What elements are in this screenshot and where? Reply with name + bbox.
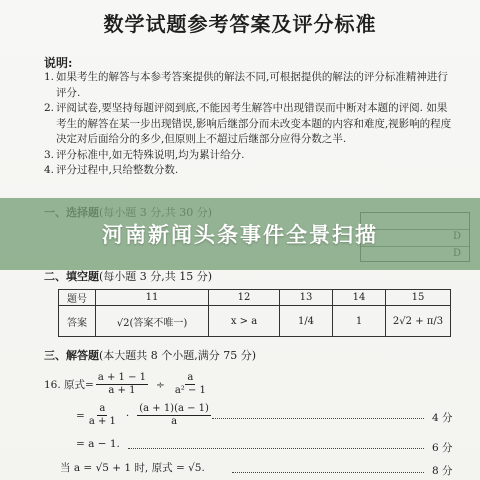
banner-text: 河南新闻头条事件全景扫描 xyxy=(102,223,378,247)
fraction-numerator: (a + 1)(a − 1) xyxy=(139,403,209,414)
table-cell: x > a xyxy=(209,306,280,337)
note-text: 评分标准中,如无特殊说明,均为累计给分. xyxy=(56,148,245,161)
fill-section-heading xyxy=(44,268,212,284)
problem-16-line-3 xyxy=(76,438,120,450)
problem-16-line-2 xyxy=(76,403,213,428)
fill-answer-table xyxy=(58,289,451,337)
score-label: 4 分 xyxy=(432,412,453,424)
table-header-cell: 13 xyxy=(280,290,333,306)
note-item-1 xyxy=(44,70,454,101)
table-cell: 1/4 xyxy=(280,306,333,337)
table-cell: 2√2 + π/3 xyxy=(386,306,451,337)
leader-dots xyxy=(212,418,424,419)
page-title: 数学试题参考答案及评分标准 xyxy=(103,12,377,36)
table-header-cell: 题号 xyxy=(59,290,96,306)
score-label: 6 分 xyxy=(432,442,453,454)
overlay-banner xyxy=(0,198,480,270)
leader-dots xyxy=(128,448,424,449)
expression: 当 a = √5 + 1 时, 原式 = √5. xyxy=(60,462,205,474)
table-cell: 1 xyxy=(333,306,386,337)
table-row xyxy=(59,290,451,306)
section-title: 二、填空题 xyxy=(44,270,99,283)
table-header-cell: 14 xyxy=(333,290,386,306)
note-number: 4. xyxy=(44,164,55,176)
fraction-denominator: a + 1 xyxy=(108,385,136,396)
notes-label: 说明: xyxy=(44,56,73,70)
equals-sign: = xyxy=(76,409,85,422)
problem-16-line-4 xyxy=(60,460,205,475)
fraction-numerator: a xyxy=(99,403,106,414)
note-text: 评阅试卷,要坚持每题评阅到底,不能因考生解答中出现错误而中断对本题的评阅. 如果考生的解答在某一步出现错误,影响后继部分而未改变本题的内容和难度,视影响的程度决定对后面给分的多少,但原则上不超过后继部分应得分数之半. xyxy=(56,102,452,145)
answer-section-heading xyxy=(44,347,256,363)
fraction xyxy=(87,403,118,428)
fraction-denominator: a + 1 xyxy=(88,416,116,427)
notes-list xyxy=(44,70,454,179)
problem-16-line-1 xyxy=(44,372,210,397)
note-item-4 xyxy=(44,163,454,179)
leader-dots xyxy=(232,472,424,473)
table-header-cell: 12 xyxy=(209,290,280,306)
note-item-2 xyxy=(44,101,454,148)
section-note: (每小题 3 分,共 15 分) xyxy=(99,270,213,283)
fraction xyxy=(173,372,208,397)
fraction xyxy=(96,372,148,397)
note-number: 3. xyxy=(44,148,55,161)
table-row xyxy=(59,306,451,337)
table-header-cell: 15 xyxy=(386,290,451,306)
problem-label: 16. 原式= xyxy=(44,379,94,391)
table-cell: √2(答案不唯一) xyxy=(96,306,209,337)
section-note: (本大题共 8 个小题,满分 75 分) xyxy=(99,349,257,362)
fraction-denominator: a xyxy=(171,416,178,427)
fraction-denominator: a² − 1 xyxy=(174,385,206,396)
note-text: 如果考生的解答与本参考答案提供的解法不同,可根据提供的解法的评分标准精神进行评分. xyxy=(56,71,448,99)
section-title: 三、解答题 xyxy=(44,349,99,362)
note-item-3 xyxy=(44,148,454,164)
fraction xyxy=(137,403,211,428)
note-text: 评分过程中,只给整数分数. xyxy=(56,164,179,176)
note-number: 1. xyxy=(44,71,55,83)
table-header-cell: 11 xyxy=(96,290,209,306)
expression: = a − 1. xyxy=(76,438,120,450)
table-header-cell: 答案 xyxy=(59,306,96,337)
fraction-numerator: a + 1 − 1 xyxy=(97,372,147,383)
note-number: 2. xyxy=(44,102,55,114)
score-label: 8 分 xyxy=(432,465,453,477)
divide-sign: ÷ xyxy=(156,378,165,391)
multiply-sign: · xyxy=(125,409,130,422)
fraction-numerator: a xyxy=(187,372,194,383)
